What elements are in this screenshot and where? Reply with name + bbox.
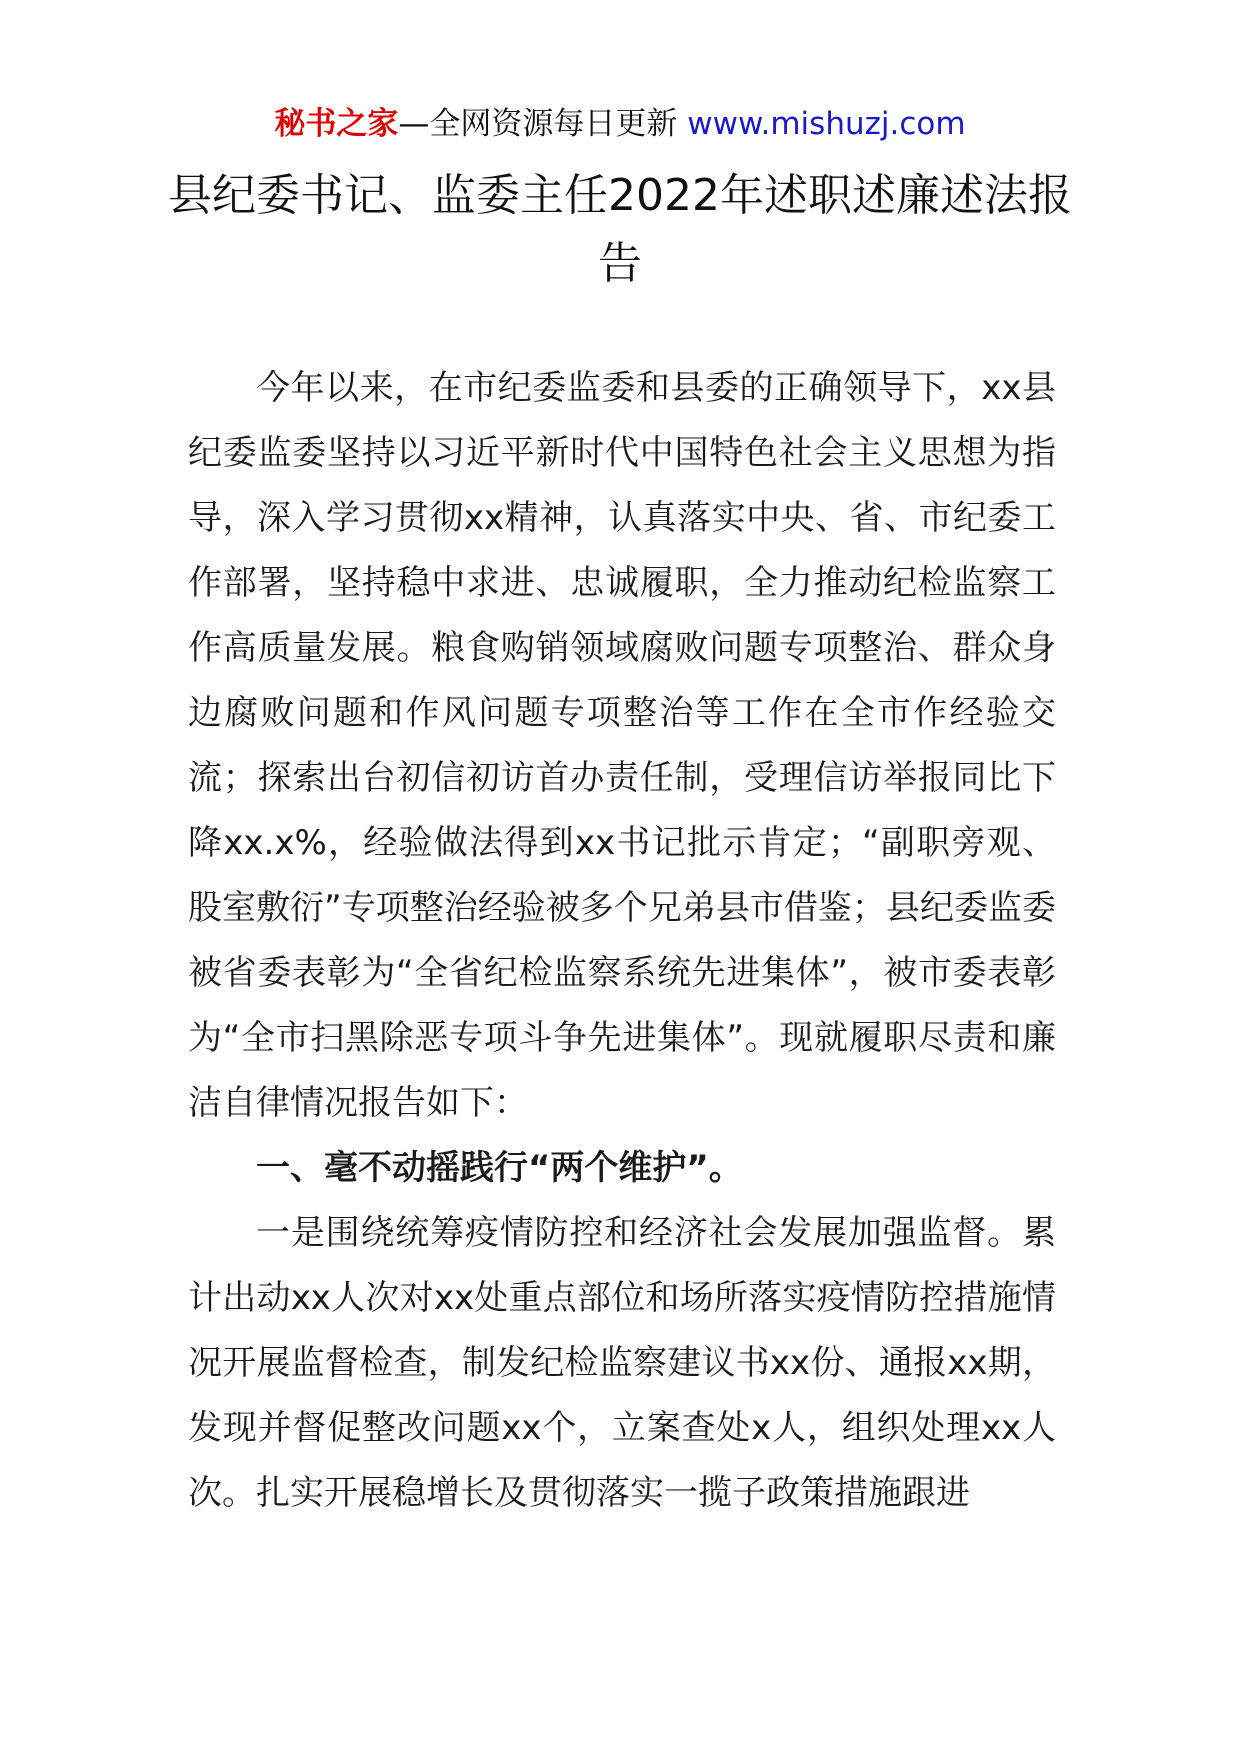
section-1-paragraph-1: 一是围绕统筹疫情防控和经济社会发展加强监督。累计出动xx人次对xx处重点部位和场所落实疫情防控措施情况开展监督检查，制发纪检监察建议书xx份、通报xx期，发现并督促整改问题xx个，立案查处x人，组织处理xx人次。扎实开展稳增长及贯彻落实一揽子政策措施跟进: [188, 1213, 1056, 1513]
document-body: [188, 356, 1056, 1526]
site-brand: 秘书之家: [274, 106, 399, 142]
site-tagline: —全网资源每日更新: [398, 106, 688, 142]
intro-paragraph: 今年以来，在市纪委监委和县委的正确领导下，xx县纪委监委坚持以习近平新时代中国特色社会主义思想为指导，深入学习贯彻xx精神，认真落实中央、省、市纪委工作部署，坚持稳中求进、忠诚履职，全力推动纪检监察工作高质量发展。粮食购销领域腐败问题专项整治、群众身边腐败问题和作风问题专项整治等工作在全市作经验交流；探索出台初信初访首办责任制，受理信访举报同比下降xx.x%，经验做法得到xx书记批示肯定；“副职旁观、股室敷衍”专项整治经验被多个兄弟县市借鉴；县纪委监委被省委表彰为“全省纪检监察系统先进集体”，被市委表彰为“全市扫黑除恶专项斗争先进集体”。现就履职尽责和廉洁自律情况报告如下：: [188, 368, 1056, 1123]
site-url[interactable]: www.mishuzj.com: [687, 106, 966, 142]
section-heading-1: 一、毫不动摇践行“两个维护”。: [256, 1148, 743, 1188]
site-banner: [0, 104, 1240, 144]
document-title: 县纪委书记、监委主任2022年述职述廉述法报告: [168, 170, 1072, 289]
